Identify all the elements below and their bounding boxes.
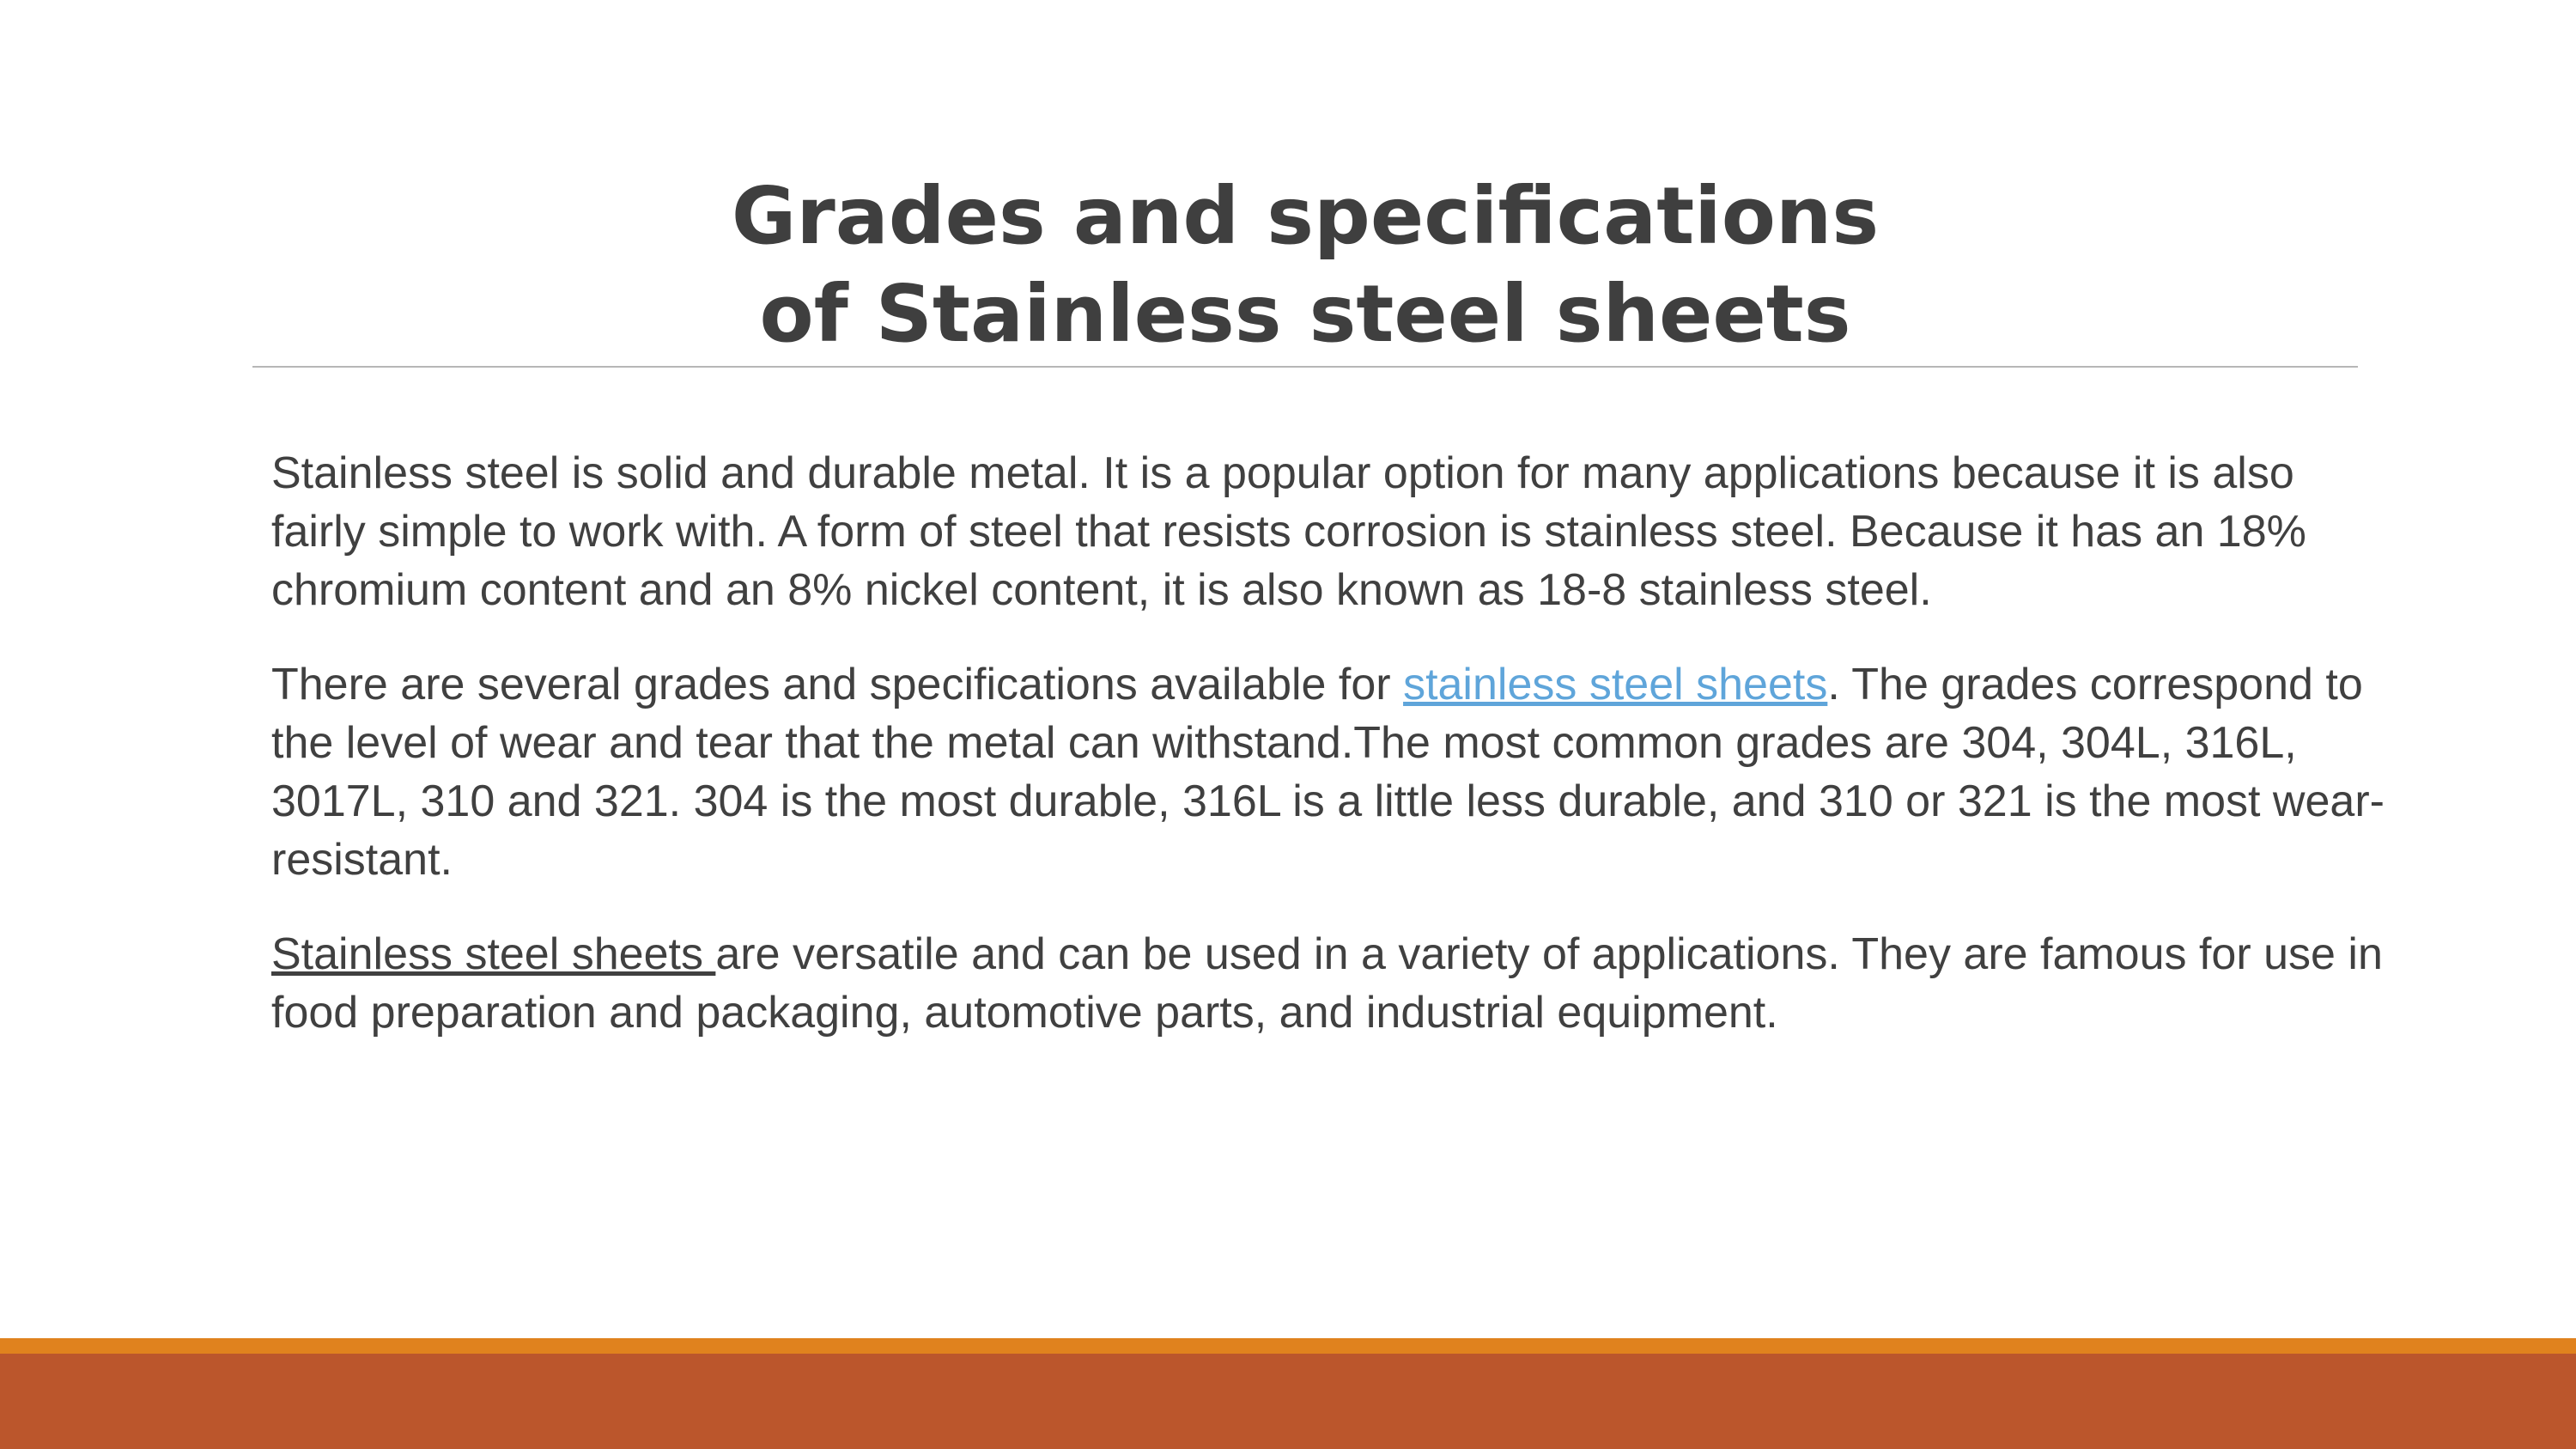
- slide-body: [271, 444, 2392, 1078]
- slide-title-line-1: Grades and specifications: [731, 170, 1880, 262]
- title-divider: [252, 366, 2358, 368]
- footer-accent-bar: [0, 1338, 2576, 1354]
- stainless-steel-sheets-link[interactable]: stainless steel sheets: [1403, 660, 1828, 709]
- slide-title: [252, 167, 2358, 363]
- paragraph-grades-text-start: There are several grades and specifications available for: [271, 660, 1404, 709]
- slide-title-line-2: of Stainless steel sheets: [759, 268, 1851, 360]
- paragraph-grades-text-end: . The grades correspond to the level of wear and tear that the metal can withstand.The most common grades are 304, 304L, 316L, 3017L, 310 and 321. 304 is the most durable, 316L is a little less durable, and 310 or 321 is the most wear-resistant.: [271, 660, 2385, 885]
- paragraph-grades: [271, 655, 2392, 889]
- footer-band: [0, 1354, 2576, 1449]
- paragraph-applications-text: are versatile and can be used in a variety of applications. They are famous for use in food preparation and packaging, automotive parts, and industrial equipment.: [271, 929, 2383, 1038]
- paragraph-intro: Stainless steel is solid and durable metal. It is a popular option for many applications because it is also fairly simple to work with. A form of steel that resists corrosion is stainless steel. Because it has an 18% chromium content and an 8% nickel content, it is also known as 18-8 stainless steel.: [271, 448, 2306, 615]
- underlined-term: Stainless steel sheets: [271, 929, 716, 979]
- paragraph-applications: [271, 925, 2392, 1042]
